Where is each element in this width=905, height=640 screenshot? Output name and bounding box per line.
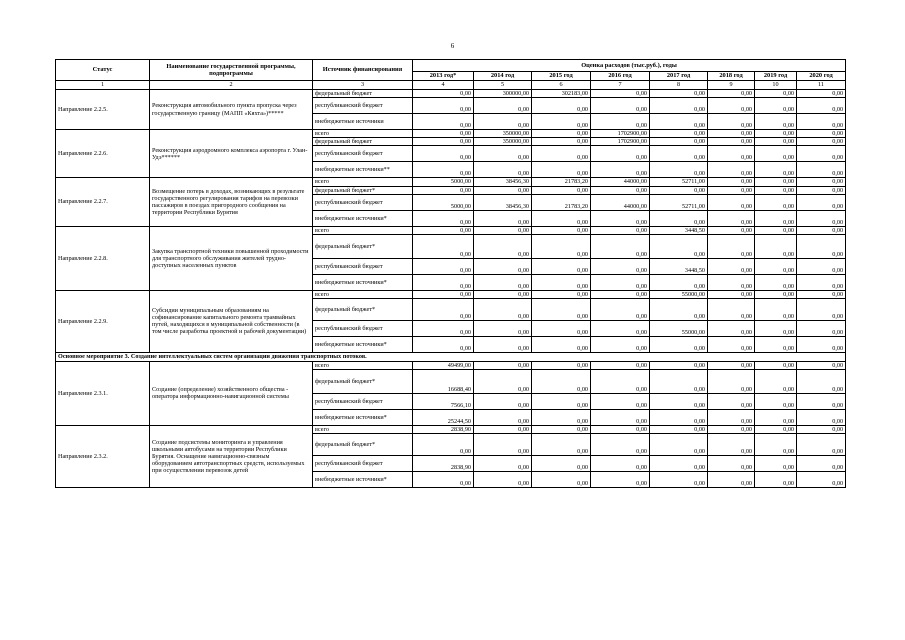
amount-cell: 0,00 bbox=[532, 226, 591, 234]
amount-cell: 0,00 bbox=[797, 361, 846, 369]
amount-cell: 0,00 bbox=[797, 370, 846, 394]
year-header: 2020 год bbox=[797, 72, 846, 81]
funding-source: внебюджетные источники* bbox=[313, 410, 413, 426]
amount-cell: 0,00 bbox=[591, 434, 650, 456]
column-number: 2 bbox=[150, 81, 313, 90]
amount-cell: 0,00 bbox=[413, 98, 474, 114]
amount-cell: 0,00 bbox=[413, 320, 474, 336]
funding-source: республиканский бюджет bbox=[313, 456, 413, 472]
direction-status: Направление 2.2.8. bbox=[56, 226, 150, 290]
amount-cell: 0,00 bbox=[708, 178, 755, 186]
amount-cell: 0,00 bbox=[474, 210, 532, 226]
page-number: 6 bbox=[450, 42, 455, 50]
amount-cell: 0,00 bbox=[474, 298, 532, 320]
table-row bbox=[56, 361, 846, 369]
amount-cell: 0,00 bbox=[532, 130, 591, 138]
amount-cell: 0,00 bbox=[532, 410, 591, 426]
amount-cell: 44000,00 bbox=[591, 194, 650, 210]
amount-cell: 0,00 bbox=[474, 146, 532, 162]
section-row bbox=[56, 352, 846, 361]
amount-cell: 0,00 bbox=[650, 114, 708, 130]
funding-source: внебюджетные источники* bbox=[313, 210, 413, 226]
estimate-header: Оценка расходов (тыс.руб.), годы bbox=[413, 60, 846, 72]
amount-cell: 0,00 bbox=[650, 410, 708, 426]
amount-cell: 0,00 bbox=[591, 226, 650, 234]
program-name: Создание подсистемы мониторинга и управления школьными автобусами на территории Республики Бурятия. Оснащение навигационно-связным оборудованием автотранспортных средств, используемых при осуществлении перевозок детей bbox=[150, 426, 313, 488]
amount-cell: 0,00 bbox=[797, 258, 846, 274]
amount-cell: 0,00 bbox=[474, 434, 532, 456]
amount-cell: 0,00 bbox=[708, 258, 755, 274]
amount-cell: 0,00 bbox=[797, 336, 846, 352]
amount-cell: 0,00 bbox=[755, 274, 797, 290]
amount-cell: 0,00 bbox=[413, 234, 474, 258]
amount-cell: 0,00 bbox=[532, 394, 591, 410]
funding-source: внебюджетные источники* bbox=[313, 274, 413, 290]
amount-cell: 0,00 bbox=[755, 298, 797, 320]
table-row bbox=[56, 130, 846, 138]
amount-cell: 0,00 bbox=[532, 290, 591, 298]
amount-cell: 0,00 bbox=[797, 410, 846, 426]
amount-cell: 0,00 bbox=[532, 234, 591, 258]
amount-cell: 0,00 bbox=[474, 98, 532, 114]
direction-status: Направление 2.3.1. bbox=[56, 361, 150, 425]
amount-cell: 2838,90 bbox=[413, 456, 474, 472]
funding-source: федеральный бюджет* bbox=[313, 434, 413, 456]
amount-cell: 0,00 bbox=[797, 178, 846, 186]
funding-source: всего bbox=[313, 290, 413, 298]
amount-cell: 0,00 bbox=[650, 146, 708, 162]
amount-cell: 0,00 bbox=[413, 114, 474, 130]
column-number: 10 bbox=[755, 81, 797, 90]
amount-cell: 3448,50 bbox=[650, 258, 708, 274]
program-name: Реконструкция автомобильного пункта пропуска через государственную границу (МАПП «Кяхта»)***** bbox=[150, 90, 313, 130]
amount-cell: 55000,00 bbox=[650, 320, 708, 336]
column-number: 3 bbox=[313, 81, 413, 90]
amount-cell: 0,00 bbox=[755, 162, 797, 178]
amount-cell: 0,00 bbox=[755, 472, 797, 488]
amount-cell: 0,00 bbox=[650, 274, 708, 290]
amount-cell: 1702900,00 bbox=[591, 138, 650, 146]
amount-cell: 0,00 bbox=[650, 336, 708, 352]
amount-cell: 0,00 bbox=[708, 298, 755, 320]
amount-cell: 0,00 bbox=[708, 114, 755, 130]
amount-cell: 0,00 bbox=[591, 146, 650, 162]
amount-cell: 38456,30 bbox=[474, 178, 532, 186]
amount-cell: 0,00 bbox=[474, 394, 532, 410]
amount-cell: 0,00 bbox=[797, 434, 846, 456]
amount-cell: 0,00 bbox=[650, 90, 708, 98]
direction-status: Направление 2.3.2. bbox=[56, 426, 150, 488]
amount-cell: 0,00 bbox=[413, 90, 474, 98]
amount-cell: 0,00 bbox=[755, 114, 797, 130]
amount-cell: 0,00 bbox=[413, 162, 474, 178]
amount-cell: 0,00 bbox=[591, 98, 650, 114]
amount-cell: 0,00 bbox=[413, 298, 474, 320]
amount-cell: 0,00 bbox=[474, 410, 532, 426]
amount-cell: 0,00 bbox=[591, 472, 650, 488]
direction-status: Направление 2.2.7. bbox=[56, 178, 150, 226]
column-number: 6 bbox=[532, 81, 591, 90]
amount-cell: 0,00 bbox=[591, 210, 650, 226]
year-header: 2013 год* bbox=[413, 72, 474, 81]
amount-cell: 0,00 bbox=[532, 370, 591, 394]
amount-cell: 0,00 bbox=[755, 98, 797, 114]
amount-cell: 0,00 bbox=[708, 290, 755, 298]
amount-cell: 0,00 bbox=[474, 234, 532, 258]
column-number: 4 bbox=[413, 81, 474, 90]
amount-cell: 44000,00 bbox=[591, 178, 650, 186]
amount-cell: 0,00 bbox=[650, 434, 708, 456]
amount-cell: 21783,20 bbox=[532, 178, 591, 186]
amount-cell: 0,00 bbox=[708, 194, 755, 210]
amount-cell: 3448,50 bbox=[650, 226, 708, 234]
amount-cell: 0,00 bbox=[797, 210, 846, 226]
program-name: Закупка транспортной техники повышенной проходимости для транспортного обслуживания жителей трудно-доступных населенных пунктов bbox=[150, 226, 313, 290]
table-row bbox=[56, 90, 846, 98]
amount-cell: 0,00 bbox=[708, 138, 755, 146]
amount-cell: 0,00 bbox=[532, 298, 591, 320]
amount-cell: 0,00 bbox=[532, 274, 591, 290]
amount-cell: 0,00 bbox=[708, 394, 755, 410]
amount-cell: 0,00 bbox=[755, 138, 797, 146]
funding-source: всего bbox=[313, 130, 413, 138]
funding-source: федеральный бюджет* bbox=[313, 370, 413, 394]
amount-cell: 0,00 bbox=[650, 130, 708, 138]
table-row bbox=[56, 290, 846, 298]
direction-status: Направление 2.2.6. bbox=[56, 130, 150, 178]
amount-cell: 0,00 bbox=[474, 186, 532, 194]
funding-source: республиканский бюджет bbox=[313, 320, 413, 336]
amount-cell: 49499,00 bbox=[413, 361, 474, 369]
amount-cell: 0,00 bbox=[591, 410, 650, 426]
program-header: Наименование государственной программы, подпрограммы bbox=[150, 60, 313, 81]
section-title: Основное мероприятие 3. Создание интеллектуальных систем организации движения транспортных потоков. bbox=[56, 352, 846, 361]
amount-cell: 0,00 bbox=[755, 130, 797, 138]
amount-cell: 0,00 bbox=[708, 456, 755, 472]
budget-table bbox=[55, 59, 846, 488]
amount-cell: 0,00 bbox=[532, 138, 591, 146]
amount-cell: 0,00 bbox=[650, 472, 708, 488]
amount-cell: 0,00 bbox=[474, 258, 532, 274]
amount-cell: 350000,00 bbox=[474, 130, 532, 138]
amount-cell: 0,00 bbox=[474, 162, 532, 178]
funding-source: внебюджетные источники bbox=[313, 114, 413, 130]
amount-cell: 21783,20 bbox=[532, 194, 591, 210]
amount-cell: 0,00 bbox=[474, 336, 532, 352]
amount-cell: 0,00 bbox=[650, 370, 708, 394]
amount-cell: 0,00 bbox=[797, 226, 846, 234]
funding-source: федеральный бюджет* bbox=[313, 186, 413, 194]
amount-cell: 0,00 bbox=[708, 226, 755, 234]
amount-cell: 5000,00 bbox=[413, 178, 474, 186]
amount-cell: 0,00 bbox=[413, 186, 474, 194]
column-number: 7 bbox=[591, 81, 650, 90]
funding-source: внебюджетные источники* bbox=[313, 472, 413, 488]
direction-status: Направление 2.2.5. bbox=[56, 90, 150, 130]
amount-cell: 16688,40 bbox=[413, 370, 474, 394]
amount-cell: 0,00 bbox=[797, 186, 846, 194]
amount-cell: 0,00 bbox=[532, 258, 591, 274]
amount-cell: 0,00 bbox=[413, 146, 474, 162]
amount-cell: 0,00 bbox=[591, 456, 650, 472]
amount-cell: 0,00 bbox=[708, 370, 755, 394]
amount-cell: 0,00 bbox=[797, 456, 846, 472]
amount-cell: 0,00 bbox=[413, 274, 474, 290]
amount-cell: 0,00 bbox=[708, 186, 755, 194]
amount-cell: 0,00 bbox=[755, 178, 797, 186]
amount-cell: 0,00 bbox=[650, 361, 708, 369]
amount-cell: 0,00 bbox=[755, 426, 797, 434]
amount-cell: 0,00 bbox=[755, 146, 797, 162]
amount-cell: 0,00 bbox=[708, 130, 755, 138]
amount-cell: 0,00 bbox=[650, 426, 708, 434]
amount-cell: 55000,00 bbox=[650, 290, 708, 298]
year-header: 2016 год bbox=[591, 72, 650, 81]
amount-cell: 0,00 bbox=[797, 394, 846, 410]
amount-cell: 0,00 bbox=[797, 138, 846, 146]
amount-cell: 0,00 bbox=[591, 320, 650, 336]
amount-cell: 0,00 bbox=[797, 114, 846, 130]
table-row bbox=[56, 178, 846, 186]
amount-cell: 0,00 bbox=[591, 336, 650, 352]
program-name: Создание (определение) хозяйственного общества - оператора информационно-навигационной системы bbox=[150, 361, 313, 425]
amount-cell: 52711,00 bbox=[650, 178, 708, 186]
column-number: 8 bbox=[650, 81, 708, 90]
amount-cell: 7566,10 bbox=[413, 394, 474, 410]
amount-cell: 0,00 bbox=[708, 98, 755, 114]
amount-cell: 0,00 bbox=[797, 426, 846, 434]
amount-cell: 0,00 bbox=[650, 234, 708, 258]
amount-cell: 0,00 bbox=[413, 130, 474, 138]
amount-cell: 0,00 bbox=[413, 434, 474, 456]
amount-cell: 0,00 bbox=[650, 162, 708, 178]
amount-cell: 0,00 bbox=[797, 90, 846, 98]
amount-cell: 0,00 bbox=[532, 162, 591, 178]
amount-cell: 0,00 bbox=[532, 210, 591, 226]
table-header bbox=[56, 60, 846, 90]
funding-source: федеральный бюджет bbox=[313, 90, 413, 98]
source-header: Источник финансирования bbox=[313, 60, 413, 81]
amount-cell: 0,00 bbox=[708, 434, 755, 456]
amount-cell: 0,00 bbox=[650, 98, 708, 114]
amount-cell: 0,00 bbox=[591, 361, 650, 369]
amount-cell: 0,00 bbox=[474, 370, 532, 394]
amount-cell: 0,00 bbox=[755, 210, 797, 226]
amount-cell: 0,00 bbox=[755, 258, 797, 274]
amount-cell: 0,00 bbox=[474, 226, 532, 234]
amount-cell: 0,00 bbox=[474, 274, 532, 290]
amount-cell: 0,00 bbox=[708, 472, 755, 488]
amount-cell: 0,00 bbox=[755, 361, 797, 369]
amount-cell: 0,00 bbox=[591, 162, 650, 178]
amount-cell: 0,00 bbox=[413, 226, 474, 234]
amount-cell: 0,00 bbox=[708, 90, 755, 98]
amount-cell: 0,00 bbox=[532, 146, 591, 162]
amount-cell: 0,00 bbox=[650, 456, 708, 472]
amount-cell: 0,00 bbox=[797, 130, 846, 138]
amount-cell: 0,00 bbox=[474, 456, 532, 472]
amount-cell: 0,00 bbox=[755, 370, 797, 394]
amount-cell: 0,00 bbox=[474, 472, 532, 488]
column-number: 1 bbox=[56, 81, 150, 90]
funding-source: всего bbox=[313, 178, 413, 186]
amount-cell: 0,00 bbox=[797, 290, 846, 298]
amount-cell: 0,00 bbox=[591, 114, 650, 130]
amount-cell: 350000,00 bbox=[474, 138, 532, 146]
amount-cell: 0,00 bbox=[532, 426, 591, 434]
amount-cell: 0,00 bbox=[413, 472, 474, 488]
funding-source: республиканский бюджет bbox=[313, 146, 413, 162]
amount-cell: 0,00 bbox=[755, 336, 797, 352]
amount-cell: 0,00 bbox=[650, 298, 708, 320]
table-body bbox=[56, 90, 846, 488]
amount-cell: 52711,00 bbox=[650, 194, 708, 210]
column-number: 5 bbox=[474, 81, 532, 90]
amount-cell: 0,00 bbox=[474, 114, 532, 130]
program-name: Субсидии муниципальным образованиям на софинансирование капитального ремонта трамвайных путей, находящихся в муниципальной собственности (в том числе разработка проектной и рабочей документации) bbox=[150, 290, 313, 352]
amount-cell: 0,00 bbox=[755, 320, 797, 336]
amount-cell: 0,00 bbox=[474, 426, 532, 434]
amount-cell: 0,00 bbox=[532, 434, 591, 456]
amount-cell: 0,00 bbox=[413, 290, 474, 298]
funding-source: республиканский бюджет bbox=[313, 258, 413, 274]
amount-cell: 0,00 bbox=[708, 146, 755, 162]
amount-cell: 0,00 bbox=[413, 258, 474, 274]
amount-cell: 0,00 bbox=[591, 274, 650, 290]
amount-cell: 0,00 bbox=[650, 186, 708, 194]
amount-cell: 0,00 bbox=[708, 210, 755, 226]
amount-cell: 0,00 bbox=[797, 98, 846, 114]
amount-cell: 0,00 bbox=[474, 361, 532, 369]
amount-cell: 0,00 bbox=[591, 186, 650, 194]
table-row bbox=[56, 426, 846, 434]
amount-cell: 2838,90 bbox=[413, 426, 474, 434]
amount-cell: 25244,50 bbox=[413, 410, 474, 426]
amount-cell: 0,00 bbox=[532, 320, 591, 336]
amount-cell: 0,00 bbox=[797, 234, 846, 258]
status-header: Статус bbox=[56, 60, 150, 81]
amount-cell: 0,00 bbox=[591, 370, 650, 394]
amount-cell: 0,00 bbox=[797, 274, 846, 290]
amount-cell: 0,00 bbox=[708, 336, 755, 352]
amount-cell: 0,00 bbox=[591, 426, 650, 434]
amount-cell: 0,00 bbox=[755, 234, 797, 258]
amount-cell: 0,00 bbox=[591, 298, 650, 320]
year-header: 2018 год bbox=[708, 72, 755, 81]
amount-cell: 0,00 bbox=[650, 138, 708, 146]
funding-source: внебюджетные источники* bbox=[313, 336, 413, 352]
amount-cell: 0,00 bbox=[755, 456, 797, 472]
amount-cell: 0,00 bbox=[708, 274, 755, 290]
amount-cell: 0,00 bbox=[708, 426, 755, 434]
amount-cell: 0,00 bbox=[532, 336, 591, 352]
amount-cell: 0,00 bbox=[755, 410, 797, 426]
amount-cell: 300000,00 bbox=[474, 90, 532, 98]
amount-cell: 0,00 bbox=[708, 320, 755, 336]
program-name: Возмещение потерь в доходах, возникающих в результате государственного регулирования тарифов на перевозки пассажиров в поездах пригородного сообщения на территории Республики Бурятия bbox=[150, 178, 313, 226]
amount-cell: 0,00 bbox=[413, 138, 474, 146]
amount-cell: 0,00 bbox=[591, 290, 650, 298]
amount-cell: 0,00 bbox=[532, 361, 591, 369]
amount-cell: 0,00 bbox=[797, 320, 846, 336]
amount-cell: 0,00 bbox=[474, 290, 532, 298]
funding-source: всего bbox=[313, 426, 413, 434]
amount-cell: 5000,00 bbox=[413, 194, 474, 210]
amount-cell: 0,00 bbox=[797, 162, 846, 178]
amount-cell: 0,00 bbox=[650, 394, 708, 410]
funding-source: внебюджетные источники** bbox=[313, 162, 413, 178]
amount-cell: 0,00 bbox=[591, 90, 650, 98]
amount-cell: 38456,30 bbox=[474, 194, 532, 210]
amount-cell: 0,00 bbox=[755, 90, 797, 98]
amount-cell: 0,00 bbox=[532, 456, 591, 472]
program-name: Реконструкция аэродромного комплекса аэропорта г. Улан-Удэ****** bbox=[150, 130, 313, 178]
amount-cell: 0,00 bbox=[755, 394, 797, 410]
amount-cell: 0,00 bbox=[708, 162, 755, 178]
funding-source: всего bbox=[313, 226, 413, 234]
amount-cell: 0,00 bbox=[797, 472, 846, 488]
amount-cell: 0,00 bbox=[413, 210, 474, 226]
amount-cell: 0,00 bbox=[591, 394, 650, 410]
funding-source: республиканский бюджет bbox=[313, 394, 413, 410]
amount-cell: 1702900,00 bbox=[591, 130, 650, 138]
amount-cell: 0,00 bbox=[591, 234, 650, 258]
amount-cell: 0,00 bbox=[532, 186, 591, 194]
amount-cell: 0,00 bbox=[797, 146, 846, 162]
amount-cell: 0,00 bbox=[708, 410, 755, 426]
funding-source: всего bbox=[313, 361, 413, 369]
amount-cell: 0,00 bbox=[708, 361, 755, 369]
amount-cell: 0,00 bbox=[532, 98, 591, 114]
amount-cell: 0,00 bbox=[797, 298, 846, 320]
amount-cell: 0,00 bbox=[755, 434, 797, 456]
year-header: 2019 год bbox=[755, 72, 797, 81]
funding-source: республиканский бюджет bbox=[313, 98, 413, 114]
direction-status: Направление 2.2.9. bbox=[56, 290, 150, 352]
amount-cell: 0,00 bbox=[755, 194, 797, 210]
amount-cell: 0,00 bbox=[474, 320, 532, 336]
funding-source: федеральный бюджет* bbox=[313, 234, 413, 258]
amount-cell: 0,00 bbox=[591, 258, 650, 274]
funding-source: федеральный бюджет bbox=[313, 138, 413, 146]
funding-source: федеральный бюджет* bbox=[313, 298, 413, 320]
amount-cell: 0,00 bbox=[532, 114, 591, 130]
amount-cell: 0,00 bbox=[650, 210, 708, 226]
year-header: 2014 год bbox=[474, 72, 532, 81]
amount-cell: 0,00 bbox=[708, 234, 755, 258]
amount-cell: 0,00 bbox=[532, 472, 591, 488]
amount-cell: 0,00 bbox=[797, 194, 846, 210]
amount-cell: 0,00 bbox=[755, 290, 797, 298]
year-header: 2015 год bbox=[532, 72, 591, 81]
table-row bbox=[56, 226, 846, 234]
column-number: 11 bbox=[797, 81, 846, 90]
amount-cell: 302183,00 bbox=[532, 90, 591, 98]
funding-source: республиканский бюджет bbox=[313, 194, 413, 210]
year-header: 2017 год bbox=[650, 72, 708, 81]
column-number: 9 bbox=[708, 81, 755, 90]
amount-cell: 0,00 bbox=[413, 336, 474, 352]
amount-cell: 0,00 bbox=[755, 186, 797, 194]
amount-cell: 0,00 bbox=[755, 226, 797, 234]
